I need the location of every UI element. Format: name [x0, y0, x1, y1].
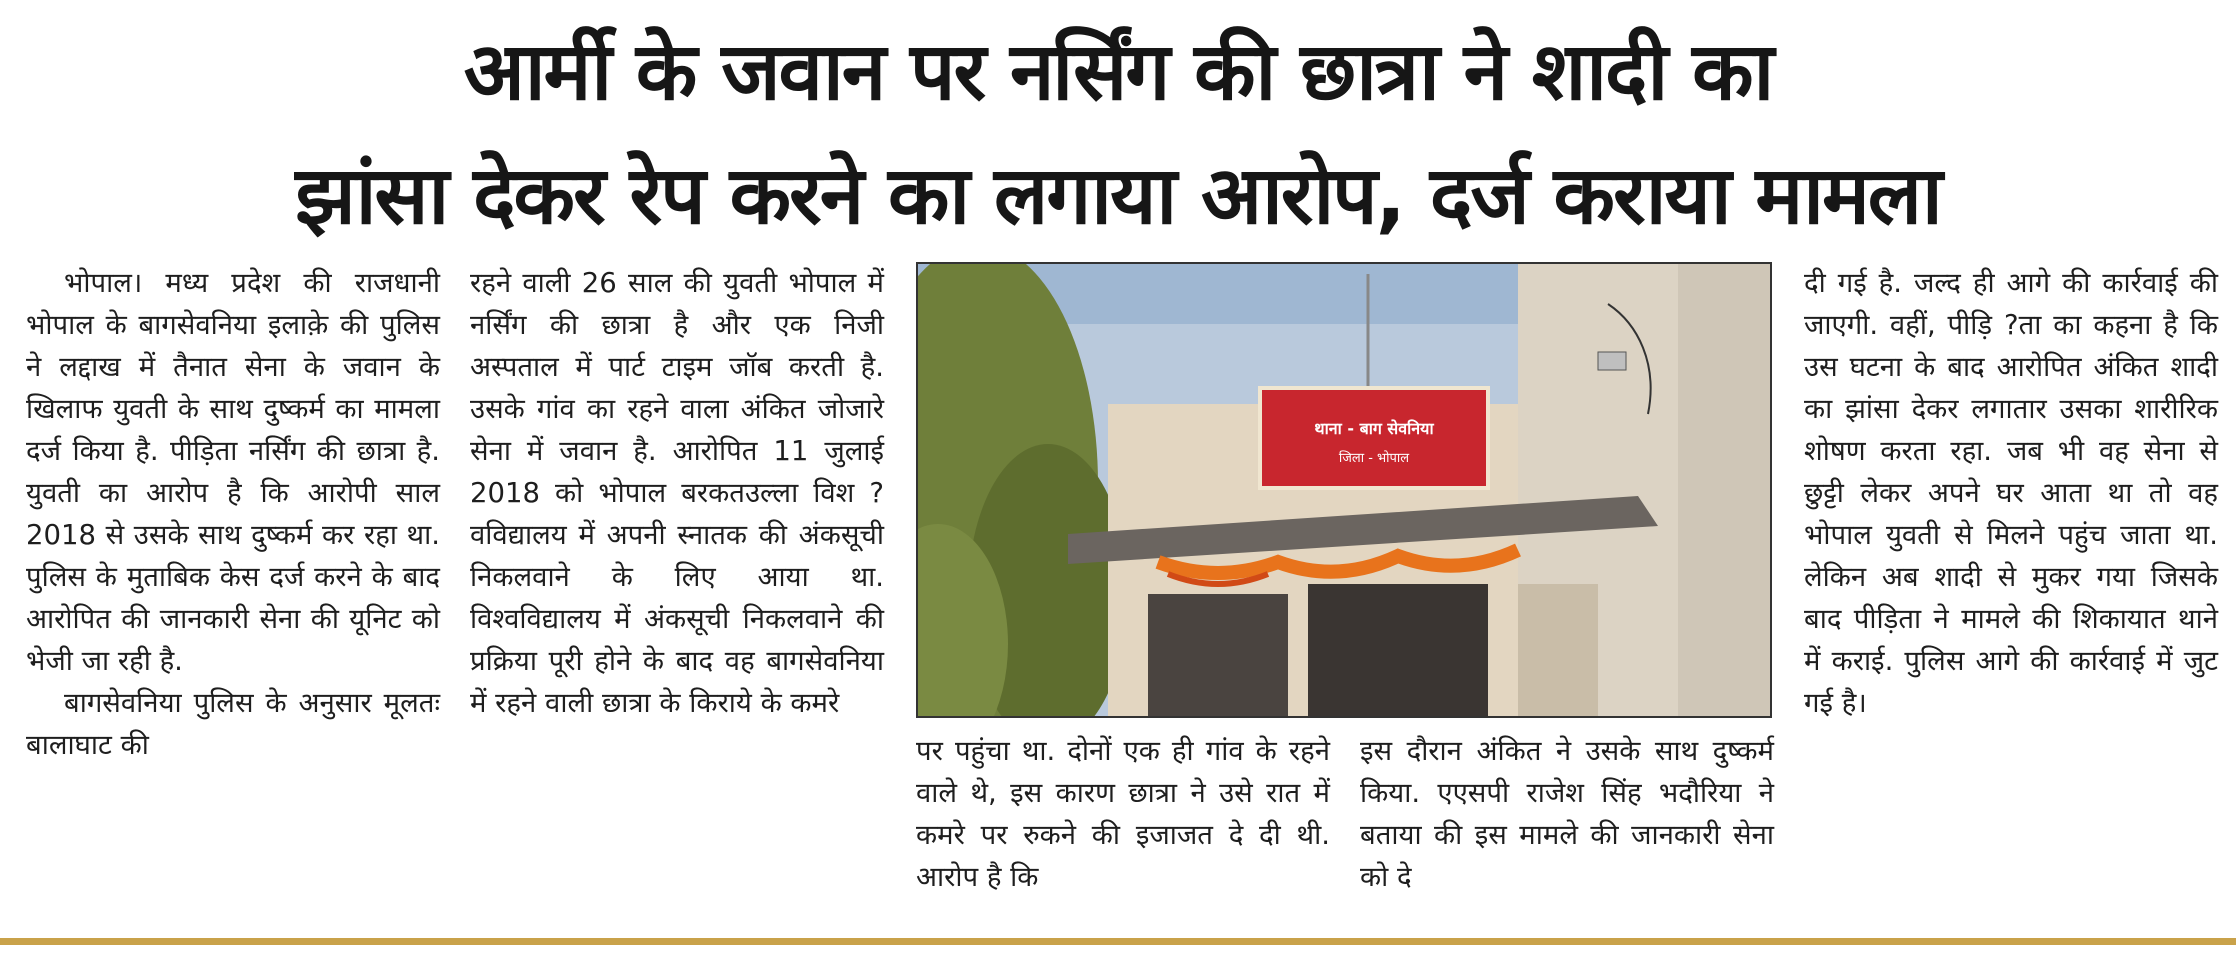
paragraph: भोपाल। मध्य प्रदेश की राजधानी भोपाल के बागसेवनिया इलाक़े की पुलिस ने लद्दाख में तैनात सेना के जवान के खिलाफ युवती के साथ दुष्कर्म का मामला दर्ज किया है. पीड़िता नर्सिंग की छात्रा है. युवती का आरोप है कि आरोपी साल 2018 से उसके साथ दुष्कर्म कर रहा था. पुलिस के मुताबिक केस दर्ज करने के बाद आरोपित की जानकारी सेना की यूनिट को भेजी जा रही है.	[26, 267, 440, 677]
headline-line-2: झांसा देकर रेप करने का लगाया आरोप, दर्ज कराया मामला	[295, 149, 1941, 242]
paragraph: रहने वाली 26 साल की युवती भोपाल में नर्सिंग की छात्रा है और एक निजी अस्पताल में पार्ट टाइम जॉब करती है. उसके गांव का रहने वाला अंकित जोजारे सेना में जवान है. आरोपित 11 जुलाई 2018 को भोपाल बरकतउल्ला विश ?वविद्यालय में अपनी स्नातक की अंकसूची निकलवाने के लिए आया था. विश्वविद्यालय में अंकसूची निकलवाने की प्रक्रिया पूरी होने के बाद वह बागसेवनिया में रहने वाली छात्रा के किराये के कमरे	[470, 267, 884, 719]
article-column-3	[916, 730, 1330, 930]
article-column-1	[26, 262, 440, 922]
paragraph: बागसेवनिया पुलिस के अनुसार मूलतः बालाघाट की	[26, 687, 440, 761]
paragraph: दी गई है. जल्द ही आगे की कार्रवाई की जाएगी. वहीं, पीड़ि ?ता का कहना है कि उस घटना के बाद आरोपित अंकित शादी का झांसा देकर लगातार उसका शारीरिक शोषण करता रहा. जब भी वह सेना से छुट्टी लेकर अपने घर आता था तो वह भोपाल युवती से मिलने पहुंच जाता था. लेकिन अब शादी से मुकर गया जिसके बाद पीड़िता ने मामले की शिकायात थाने में कराई. पुलिस आगे की कार्रवाई में जुट गई है।	[1804, 267, 2218, 719]
article-column-4	[1360, 730, 1774, 930]
paragraph: पर पहुंचा था. दोनों एक ही गांव के रहने वाले थे, इस कारण छात्रा ने उसे रात में कमरे पर रुकने की इजाजत दे दी थी. आरोप है कि	[916, 735, 1330, 893]
police-station-photo	[916, 262, 1772, 718]
article-column-5	[1804, 262, 2218, 922]
headline-line-1: आर्मी के जवान पर नर्सिंग की छात्रा ने शादी का	[463, 25, 1773, 118]
article-column-2	[470, 262, 884, 922]
signboard-text-2: जिला - भोपाल	[1338, 451, 1410, 466]
bottom-rule	[0, 938, 2236, 945]
photo-illustration	[918, 264, 1770, 716]
paragraph: इस दौरान अंकित ने उसके साथ दुष्कर्म किया. एएसपी राजेश सिंह भदौरिया ने बताया की इस मामले की जानकारी सेना को दे	[1360, 735, 1774, 893]
headline	[20, 10, 2216, 258]
signboard-text-1: थाना - बाग सेवनिया	[1314, 419, 1434, 438]
